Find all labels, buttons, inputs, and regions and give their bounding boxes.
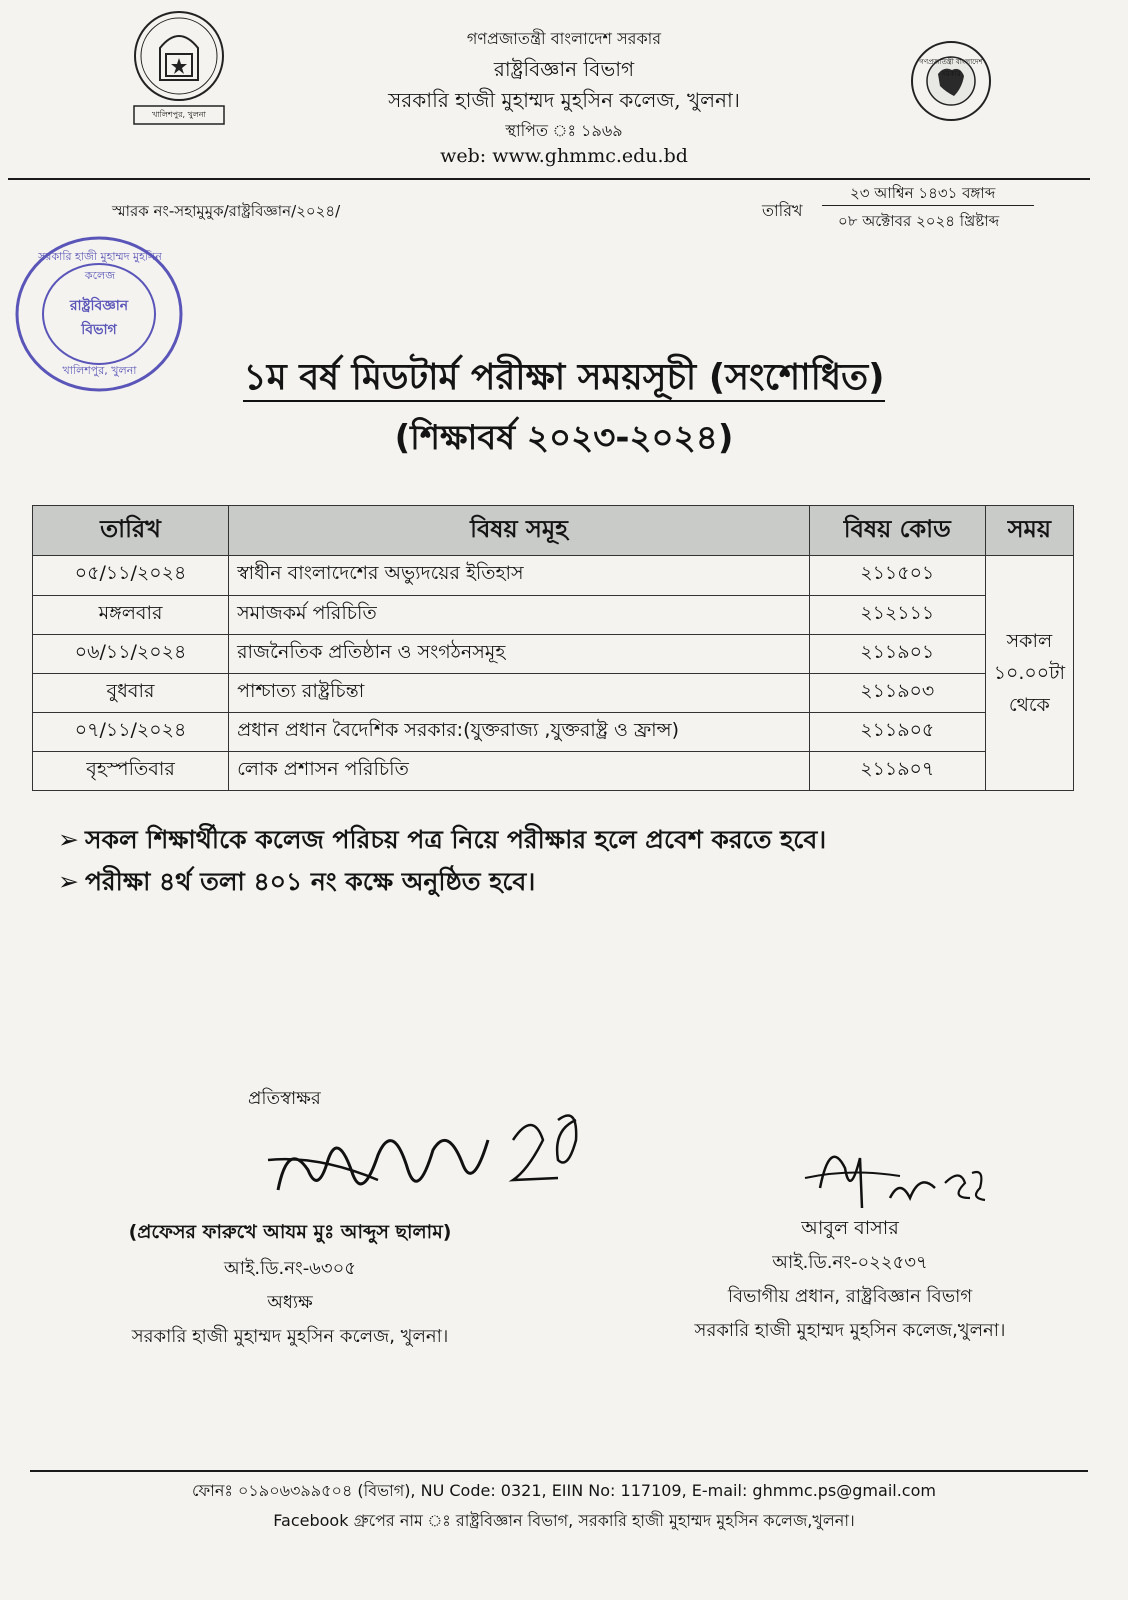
head-title: বিভাগীয় প্রধান, রাষ্ট্রবিজ্ঞান বিভাগ bbox=[727, 1286, 973, 1307]
principal-id: আই.ডি.নং-৬৩০৫ bbox=[224, 1258, 356, 1279]
table-row bbox=[33, 634, 1074, 673]
college-name: সরকারি হাজী মুহাম্মদ মুহসিন কলেজ, খুলনা। bbox=[388, 88, 740, 112]
principal-name: (প্রফেসর ফারুখে আযম মুঃ আব্দুস ছালাম) bbox=[128, 1221, 452, 1243]
subject-name: লোক প্রশাসন পরিচিতি bbox=[229, 751, 810, 790]
head-signature bbox=[800, 1128, 990, 1218]
exam-weekday: মঙ্গলবার bbox=[33, 595, 229, 634]
academic-session: (শিক্ষাবর্ষ ২০২৩-২০২৪) bbox=[394, 418, 734, 458]
exam-time: সকাল ১০.০০টা থেকে bbox=[985, 556, 1073, 791]
footer-divider bbox=[30, 1470, 1088, 1472]
subject-code: ২১১৯০৫ bbox=[809, 712, 985, 751]
exam-date: ০৬/১১/২০২৪ bbox=[33, 634, 229, 673]
header-code: বিষয় কোড bbox=[809, 506, 985, 556]
subject-name: প্রধান প্রধান বৈদেশিক সরকার:(যুক্তরাজ্য ,যুক্তরাষ্ট্র ও ফ্রান্স) bbox=[229, 712, 810, 751]
head-id: আই.ডি.নং-০২২৫৩৭ bbox=[772, 1252, 928, 1273]
seal-text-bottom: খালিশপুর, খুলনা bbox=[62, 364, 137, 377]
date-label: তারিখ bbox=[762, 201, 803, 220]
date-gregorian: ০৮ অক্টোবর ২০২৪ খ্রিষ্টাব্দ bbox=[838, 212, 1000, 230]
website: web: www.ghmmc.edu.bd bbox=[440, 145, 688, 167]
footer-facebook: Facebook গ্রুপের নাম ঃ রাষ্ট্রবিজ্ঞান বিভাগ, সরকারি হাজী মুহাম্মদ মুহসিন কলেজ,খুলনা। bbox=[273, 1511, 855, 1530]
seal-text-top: সরকারি হাজী মুহাম্মদ মুহসিন কলেজ bbox=[38, 250, 162, 282]
subject-name: রাজনৈতিক প্রতিষ্ঠান ও সংগঠনসমূহ bbox=[229, 634, 810, 673]
note-item: ➢ সকল শিক্ষার্থীকে কলেজ পরিচয় পত্র নিয়ে পরীক্ষার হলে প্রবেশ করতে হবে। bbox=[58, 825, 827, 854]
table-row bbox=[33, 556, 1074, 595]
table-row bbox=[33, 712, 1074, 751]
principal-signature bbox=[258, 1100, 588, 1230]
subject-code: ২১১৯০১ bbox=[809, 634, 985, 673]
table-header-row bbox=[33, 506, 1074, 556]
arrow-right-icon: ➢ bbox=[58, 867, 79, 896]
table-row bbox=[33, 595, 1074, 634]
principal-college: সরকারি হাজী মুহাম্মদ মুহসিন কলেজ, খুলনা। bbox=[131, 1326, 449, 1347]
header-date: তারিখ bbox=[33, 506, 229, 556]
logo-caption: খালিশপুর, খুলনা bbox=[152, 110, 206, 119]
note-item: ➢ পরীক্ষা ৪র্থ তলা ৪০১ নং কক্ষে অনুষ্ঠিত হবে। bbox=[58, 867, 536, 896]
subject-code: ২১১৯০৭ bbox=[809, 751, 985, 790]
subject-name: পাশ্চাত্য রাষ্ট্রচিন্তা bbox=[229, 673, 810, 712]
header-divider bbox=[8, 178, 1090, 180]
seal-text-center: রাষ্ট্রবিজ্ঞান বিভাগ bbox=[69, 298, 129, 338]
page-title: ১ম বর্ষ মিডটার্ম পরীক্ষা সময়সূচী (সংশোধিত) bbox=[0, 350, 1128, 410]
subject-name: স্বাধীন বাংলাদেশের অভ্যুদয়ের ইতিহাস bbox=[229, 556, 810, 595]
exam-weekday: বুধবার bbox=[33, 673, 229, 712]
subject-code: ২১১৫০১ bbox=[809, 556, 985, 595]
head-name: আবুল বাসার bbox=[801, 1217, 899, 1239]
countersign-label: প্রতিস্বাক্ষর bbox=[248, 1088, 321, 1109]
head-college: সরকারি হাজী মুহাম্মদ মুহসিন কলেজ,খুলনা। bbox=[694, 1320, 1006, 1341]
date-bengali: ২৩ আশ্বিন ১৪৩১ বঙ্গাব্দ bbox=[850, 184, 996, 202]
established: স্থাপিত ঃ ১৯৬৯ bbox=[505, 121, 623, 140]
govt-name: গণপ্রজাতন্ত্রী বাংলাদেশ সরকার bbox=[466, 29, 662, 48]
memo-number: স্মারক নং-সহামুমুক/রাষ্ট্রবিজ্ঞান/২০২৪/ bbox=[112, 202, 341, 220]
subject-name: সমাজকর্ম পরিচিতি bbox=[229, 595, 810, 634]
principal-title: অধ্যক্ষ bbox=[267, 1292, 313, 1313]
exam-schedule-table bbox=[32, 505, 1074, 791]
arrow-right-icon: ➢ bbox=[58, 825, 79, 854]
exam-weekday: বৃহস্পতিবার bbox=[33, 751, 229, 790]
emblem-caption: গণপ্রজাতন্ত্রী বাংলাদেশ সরকার bbox=[919, 58, 983, 78]
subject-code: ২১১৯০৩ bbox=[809, 673, 985, 712]
table-row bbox=[33, 751, 1074, 790]
exam-date: ০৫/১১/২০২৪ bbox=[33, 556, 229, 595]
table-row bbox=[33, 673, 1074, 712]
department-name: রাষ্ট্রবিজ্ঞান বিভাগ bbox=[493, 57, 635, 81]
header-subjects: বিষয় সমূহ bbox=[229, 506, 810, 556]
date-divider bbox=[822, 205, 1034, 206]
header-time: সময় bbox=[985, 506, 1073, 556]
subject-code: ২১২১১১ bbox=[809, 595, 985, 634]
footer-contact: ফোনঃ ০১৯০৬৩৯৯৫০৪ (বিভাগ), NU Code: 0321, EIIN No: 117109, E-mail: ghmmc.ps@gmail.com bbox=[192, 1481, 936, 1500]
exam-date: ০৭/১১/২০২৪ bbox=[33, 712, 229, 751]
